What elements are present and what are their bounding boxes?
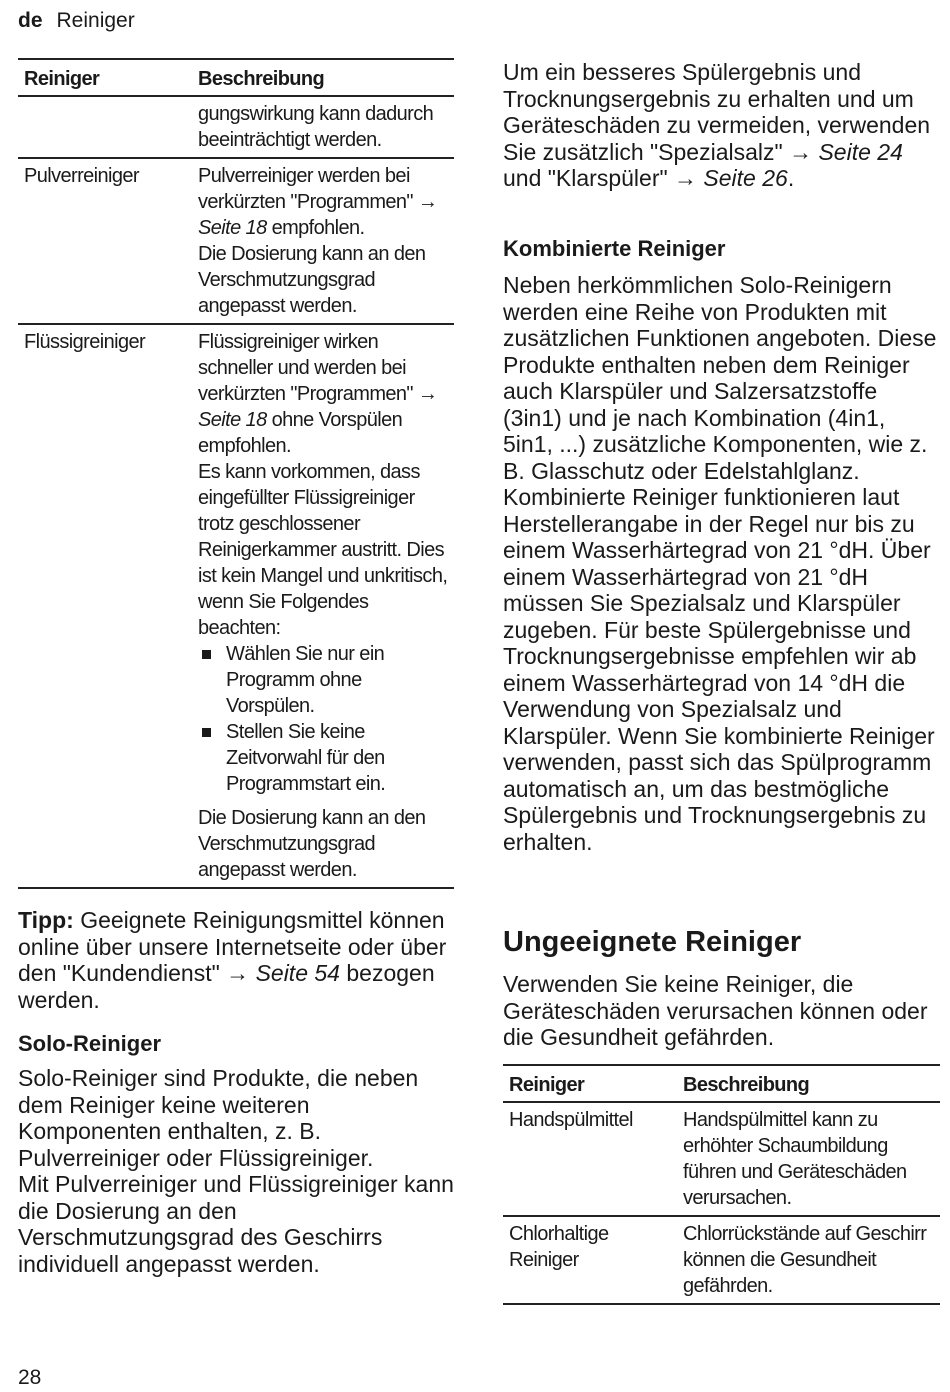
section-heading: Kombinierte Reiniger — [503, 236, 726, 261]
cleaner-name: Flüssigreiniger — [18, 324, 192, 888]
arrow-right-icon: → — [674, 165, 698, 191]
arrow-right-icon: → — [789, 138, 813, 165]
page-reference-link[interactable]: Seite 26 — [703, 165, 788, 191]
section-title: Reiniger — [56, 9, 135, 32]
description-text: empfohlen. — [271, 217, 365, 239]
arrow-right-icon: → — [417, 191, 438, 213]
paragraph: und "Klarspüler" — [503, 165, 668, 191]
kombi-section — [503, 236, 940, 855]
header-cleaner: Reiniger — [503, 1065, 677, 1102]
cleaner-name: Pulverreiniger — [18, 158, 192, 324]
list-item: Stellen Sie keine Zeitvorwahl für den Programmstart ein. — [198, 719, 448, 797]
section-heading: Ungeeignete Reiniger — [503, 926, 802, 958]
list-item: Wählen Sie nur ein Programm ohne Vorspülen. — [198, 641, 448, 719]
header-cleaner: Reiniger — [18, 59, 192, 96]
table-row — [18, 324, 454, 888]
ungeeignet-section — [503, 926, 940, 1051]
tip-block — [18, 907, 454, 1013]
description-text: Es kann vorkommen, dass eingefüllter Flüssigreiniger trotz geschlossener Reinigerkammer austritt. Dies ist kein Mangel und unkritisch, wenn Sie Folgendes beachten: — [198, 461, 448, 639]
cleaner-table — [18, 58, 454, 889]
page-number: 28 — [18, 1366, 42, 1389]
intro-block: Um ein besseres Spülergebnis und Trocknungsergebnis zu erhalten und um Geräteschäden zu vermeiden, verwenden Sie zusätzlich "Spezialsalz" → Seite 24 und "Klarspüler" → Seite 26. — [503, 59, 931, 191]
paragraph: Mit Pulverreiniger und Flüssigreiniger kann die Dosierung an den Verschmutzungsgrad des Geschirrs individuell angepasst werden. — [18, 1171, 454, 1277]
page-reference-link[interactable]: Seite 18 — [198, 409, 267, 431]
description-text: Die Dosierung kann an den Verschmutzungsgrad angepasst werden. — [198, 243, 426, 317]
table-row — [18, 158, 454, 324]
page-reference-link[interactable]: Seite 54 — [255, 960, 340, 986]
tip-text: bezogen werden. — [18, 960, 435, 1013]
page-reference-link[interactable]: Seite 24 — [818, 138, 903, 165]
solo-section — [18, 1031, 454, 1277]
tip-label: Tipp: — [18, 907, 74, 933]
unsuitable-cleaner-table — [503, 1064, 940, 1305]
description-text: ohne Vorspülen empfohlen. — [198, 409, 403, 457]
cleaner-name: Handspülmittel — [503, 1102, 677, 1216]
language-code: de — [18, 9, 43, 32]
paragraph: Um ein besseres Spülergebnis und Trocknungsergebnis zu erhalten und um Geräteschäden zu vermeiden, verwenden Sie zusätzlich "Spezialsalz" — [503, 59, 931, 165]
tip-text: Geeignete Reinigungsmittel können online über unsere Internetseite oder über den "Kundendienst" — [18, 907, 447, 986]
description-text: Flüssigreiniger wirken schneller und werden bei verkürzten "Programmen" — [198, 331, 413, 405]
header-description: Beschreibung — [677, 1065, 940, 1102]
table-row — [503, 1216, 940, 1304]
header-description: Beschreibung — [192, 59, 454, 96]
description-text: Die Dosierung kann an den Verschmutzungsgrad angepasst werden. — [198, 807, 426, 881]
arrow-right-icon: → — [417, 383, 438, 405]
description-text: Pulverreiniger werden bei verkürzten "Programmen" — [198, 165, 413, 213]
description-text: Handspülmittel kann zu erhöhter Schaumbildung führen und Geräteschäden verursachen. — [677, 1102, 940, 1216]
paragraph: Solo-Reiniger sind Produkte, die neben dem Reiniger keine weiteren Komponenten enthalten, z. B. Pulverreiniger oder Flüssigreiniger. — [18, 1065, 419, 1171]
table-row — [503, 1102, 940, 1216]
table-row — [18, 96, 454, 158]
paragraph: Verwenden Sie keine Reiniger, die Geräteschäden verursachen können oder die Gesundheit gefährden. — [503, 971, 928, 1050]
section-heading: Solo-Reiniger — [18, 1031, 162, 1056]
table-cell: gungswirkung kann dadurch beeinträchtigt werden. — [192, 96, 454, 158]
cleaner-name: Chlorhaltige Reiniger — [503, 1216, 677, 1304]
description-text: Chlorrückstände auf Geschirr können die Gesundheit gefährden. — [677, 1216, 940, 1304]
table-header-row — [18, 59, 454, 96]
table-header-row — [503, 1065, 940, 1102]
paragraph: Neben herkömmlichen Solo-Reinigern werden eine Reihe von Produkten mit zusätzlichen Funktionen angeboten. Diese Produkte enthalten neben dem Reiniger auch Klarspüler und Salzersatzstoffe (3in1) und je nach Kombination (4in1, 5in1, ...) zusätzliche Komponenten, wie z. B. Glasschutz oder Edelstahlglanz. Kombinierte Reiniger funktionieren laut Herstellerangabe in der Regel nur bis zu einem Wasserhärtegrad von 21 °dH. Über einem Wasserhärtegrad von 21 °dH müssen Sie Spezialsalz und Klarspüler zugeben. Für beste Spülergebnisse und Trocknungsergebnisse empfehlen wir ab einem Wasserhärtegrad von 14 °dH die Verwendung von Spezialsalz und Klarspüler. Wenn Sie kombinierte Reiniger verwenden, passt sich das Spülprogramm automatisch an, um das bestmögliche Spülergebnis und Trocknungsergebnis zu erhalten. — [503, 272, 937, 855]
page-reference-link[interactable]: Seite 18 — [198, 217, 267, 239]
arrow-right-icon: → — [226, 960, 250, 986]
bullet-list — [198, 641, 448, 797]
page-header — [18, 9, 135, 33]
